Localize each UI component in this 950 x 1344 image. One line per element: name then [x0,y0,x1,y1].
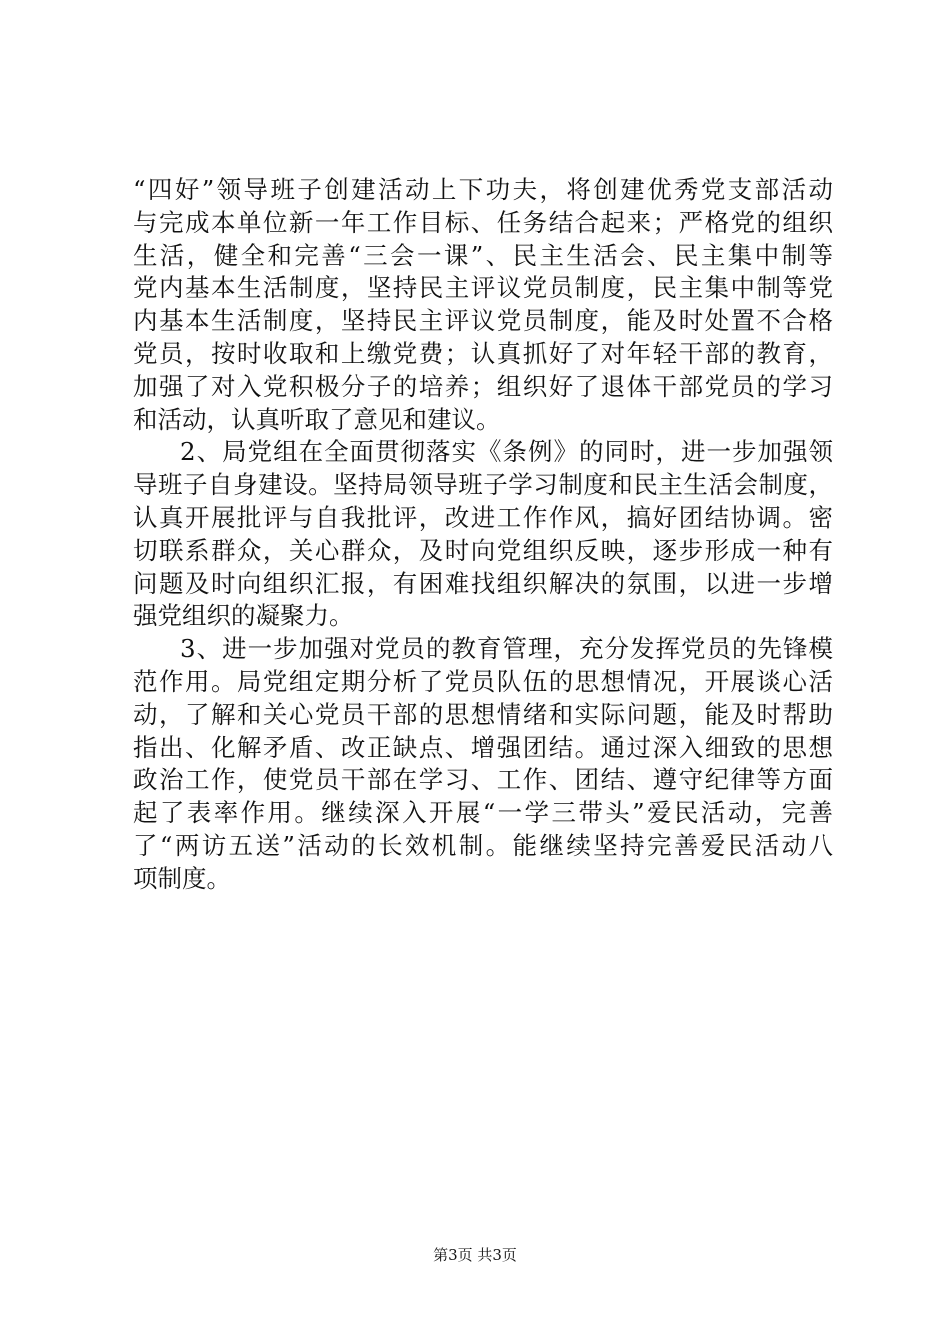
text-line: 范作用。局党组定期分析了党员队伍的思想情况，开展谈心活 [133,666,833,696]
paragraph-2 [133,436,833,633]
text-line: 了“两访五送”活动的长效机制。能继续坚持完善爱民活动八 [133,830,833,860]
text-line: 加强了对入党积极分子的培养；组织好了退体干部党员的学习 [133,371,833,401]
paragraph-3 [133,633,833,895]
text-line: 起了表率作用。继续深入开展“一学三带头”爱民活动，完善 [133,798,833,828]
page-footer: 第3页 共3页 [433,1246,517,1264]
text-line: 指出、化解矛盾、改正缺点、增强团结。通过深入细致的思想 [133,732,833,762]
text-line: 导班子自身建设。坚持局领导班子学习制度和民主生活会制度， [133,470,833,500]
text-line: 2、局党组在全面贯彻落实《条例》的同时，进一步加强领 [180,437,833,467]
text-line: 强党组织的凝聚力。 [133,601,354,631]
text-line: 政治工作，使党员干部在学习、工作、团结、遵守纪律等方面 [133,765,833,795]
text-line: 问题及时向组织汇报，有困难找组织解决的氛围，以进一步增 [133,568,833,598]
text-line: 内基本生活制度，坚持民主评议党员制度，能及时处置不合格 [133,306,833,336]
text-line: “四好”领导班子创建活动上下功夫，将创建优秀党支部活动 [133,175,833,204]
text-line: 动，了解和关心党员干部的思想情绪和实际问题，能及时帮助 [133,699,833,729]
paragraph-1 [133,174,833,436]
text-line: 党内基本生活制度，坚持民主评议党员制度，民主集中制等党 [133,273,833,303]
text-line: 生活，健全和完善“三会一课”、民主生活会、民主集中制等 [133,240,833,270]
document-body [133,174,833,896]
text-line: 切联系群众，关心群众，及时向党组织反映，逐步形成一种有 [133,535,833,565]
text-line: 党员，按时收取和上缴党费；认真抓好了对年轻干部的教育， [133,338,833,368]
text-line: 项制度。 [133,863,231,893]
text-line: 认真开展批评与自我批评，改进工作作风，搞好团结协调。密 [133,502,833,532]
text-line: 与完成本单位新一年工作目标、任务结合起来；严格党的组织 [133,207,833,237]
text-line: 3、进一步加强对党员的教育管理，充分发挥党员的先锋模 [180,634,833,664]
text-line: 和活动，认真听取了意见和建议。 [133,404,501,434]
